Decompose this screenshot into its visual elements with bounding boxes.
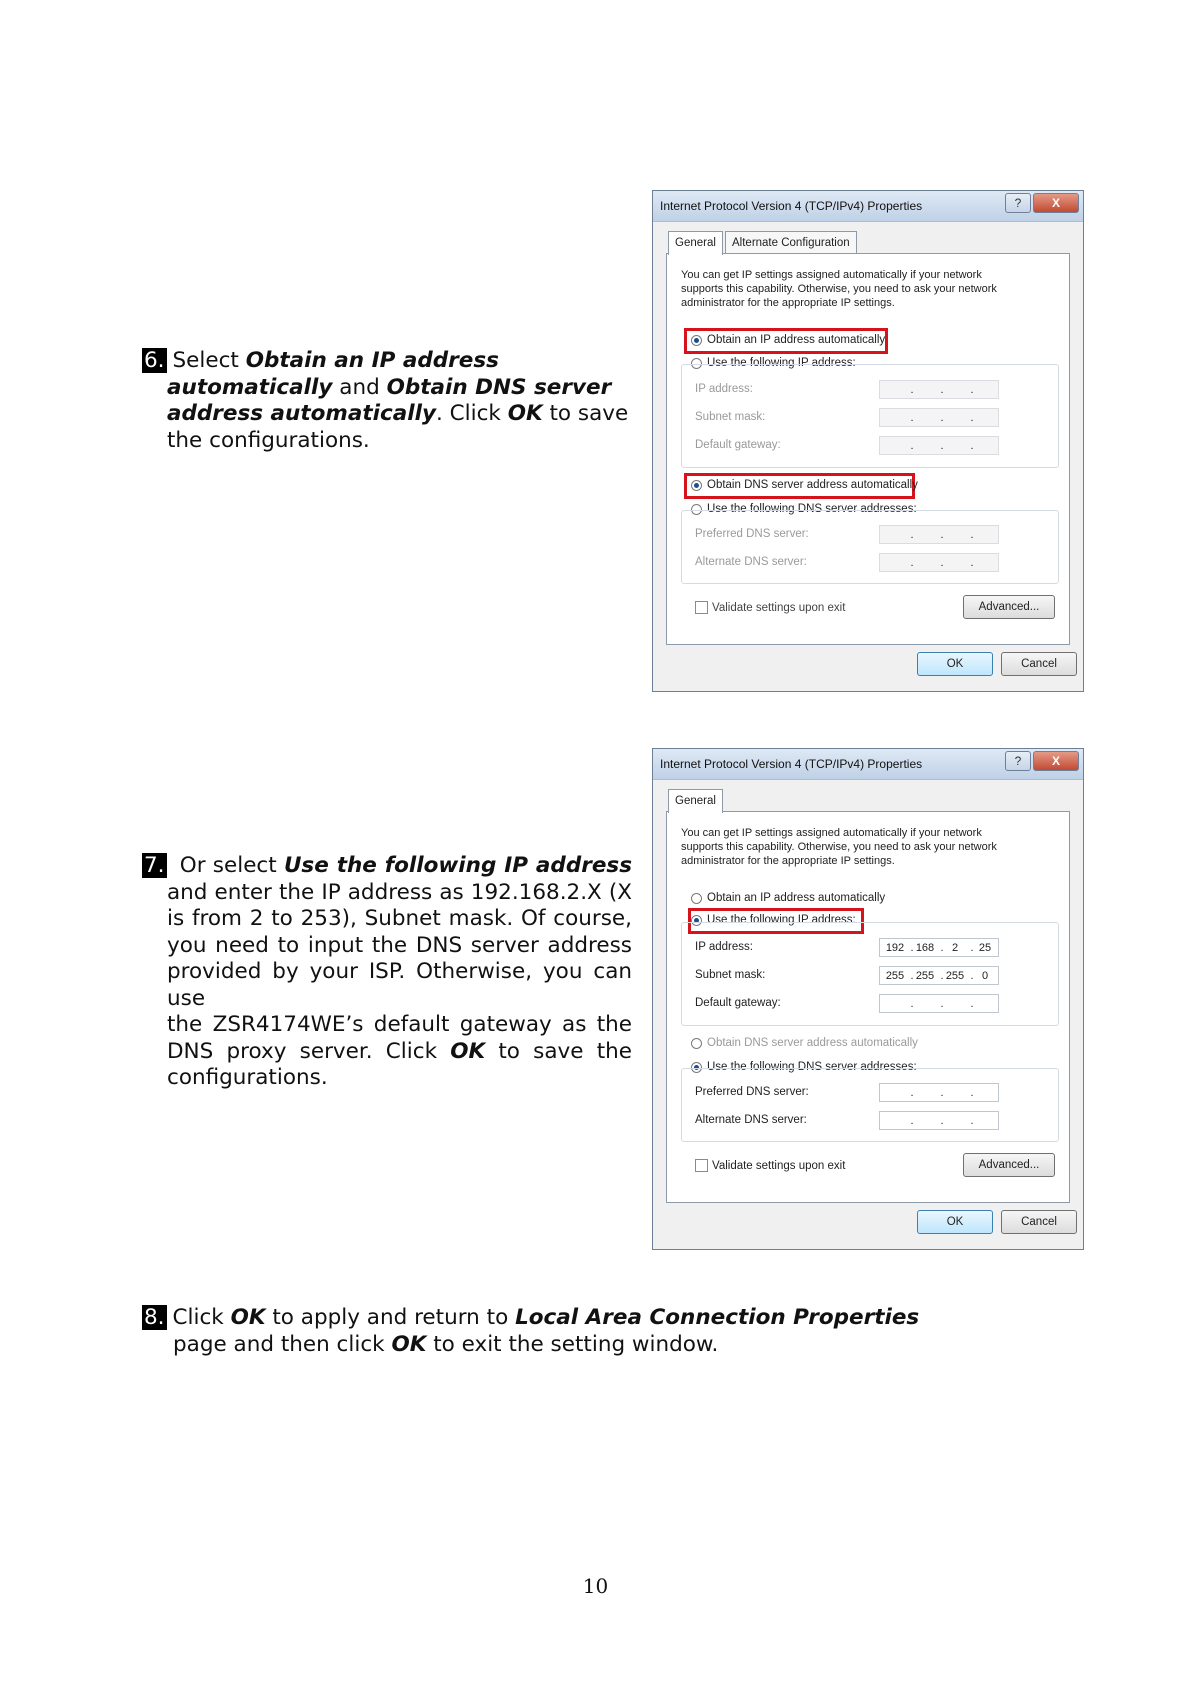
step-6-number: 6.	[144, 348, 165, 373]
checkbox-icon	[695, 601, 708, 614]
page-number: 10	[582, 1574, 609, 1598]
tab-panel	[666, 253, 1070, 645]
radio-unselected-icon	[691, 1038, 702, 1049]
radio-use-following-dns[interactable]: Use the following DNS server addresses:	[691, 503, 917, 515]
alternate-dns-label: Alternate DNS server:	[695, 556, 807, 568]
ip-address-input[interactable]: . . .	[879, 380, 999, 399]
preferred-dns-input[interactable]: . . .	[879, 1083, 999, 1102]
dns-group	[681, 510, 1059, 584]
ip-address-label: IP address:	[695, 383, 753, 395]
radio-unselected-icon	[691, 893, 702, 904]
radio-obtain-dns-auto[interactable]: Obtain DNS server address automatically	[691, 479, 918, 491]
title-bar	[653, 749, 1083, 780]
validate-checkbox[interactable]: Validate settings upon exit	[695, 601, 845, 614]
dialog-body	[666, 221, 1070, 683]
tab-general[interactable]: General	[668, 231, 723, 255]
title-bar	[653, 191, 1083, 222]
default-gateway-input[interactable]: . . .	[879, 994, 999, 1013]
ip-address-label: IP address:	[695, 941, 753, 953]
preferred-dns-label: Preferred DNS server:	[695, 1086, 809, 1098]
default-gateway-label: Default gateway:	[695, 997, 781, 1009]
checkbox-icon	[695, 1159, 708, 1172]
ok-button[interactable]: OK	[917, 1210, 993, 1234]
validate-checkbox[interactable]: Validate settings upon exit	[695, 1159, 845, 1172]
radio-selected-icon	[691, 335, 702, 346]
alternate-dns-input[interactable]: . . .	[879, 553, 999, 572]
tab-alternate-configuration[interactable]: Alternate Configuration	[725, 231, 857, 254]
radio-use-following-ip[interactable]: Use the following IP address:	[691, 914, 856, 926]
ip-address-input[interactable]: 192 . 168 . 2 . 25	[879, 938, 999, 957]
help-button[interactable]: ?	[1005, 751, 1031, 771]
tab-general[interactable]: General	[668, 789, 723, 813]
subnet-mask-label: Subnet mask:	[695, 411, 766, 423]
subnet-mask-label: Subnet mask:	[695, 969, 766, 981]
advanced-button[interactable]: Advanced...	[963, 1153, 1055, 1177]
subnet-mask-input[interactable]: . . .	[879, 408, 999, 427]
step-8-number: 8.	[144, 1305, 165, 1330]
ok-button[interactable]: OK	[917, 652, 993, 676]
alternate-dns-input[interactable]: . . .	[879, 1111, 999, 1130]
help-button[interactable]: ?	[1005, 193, 1031, 213]
tab-panel	[666, 811, 1070, 1203]
default-gateway-label: Default gateway:	[695, 439, 781, 451]
dialog-title: Internet Protocol Version 4 (TCP/IPv4) Properties	[660, 199, 923, 213]
preferred-dns-input[interactable]: . . .	[879, 525, 999, 544]
ipv4-properties-dialog-automatic	[652, 190, 1084, 692]
advanced-button[interactable]: Advanced...	[963, 595, 1055, 619]
dns-group	[681, 1068, 1059, 1142]
ipv4-properties-dialog-static	[652, 748, 1084, 1250]
radio-use-following-dns[interactable]: Use the following DNS server addresses:	[691, 1061, 917, 1073]
info-text: You can get IP settings assigned automatically if your network supports this capability. Otherwise, you need to ask your network administrator for the appropriate IP settings.	[681, 269, 997, 309]
cancel-button[interactable]: Cancel	[1001, 1210, 1077, 1234]
step-7-number: 7.	[144, 853, 165, 878]
default-gateway-input[interactable]: . . .	[879, 436, 999, 455]
step-7-text: 7. Or select Use the following IP address and enter the IP address as 192.168.2.X (X is from 2 to 253), Subnet mask. Of course, you need to input the DNS server address provided by your ISP. Otherwise, you can use the ZSR4174WE’s default gateway as the DNS proxy server. Click OK to save the configurations.	[144, 853, 632, 1090]
radio-use-following-ip[interactable]: Use the following IP address:	[691, 357, 856, 369]
info-text: You can get IP settings assigned automatically if your network supports this capability. Otherwise, you need to ask your network administrator for the appropriate IP settings.	[681, 827, 997, 867]
step-6-text: 6. Select Obtain an IP address automatically and Obtain DNS server address automatically. Click OK to save the configurations.	[144, 348, 629, 453]
close-button[interactable]: X	[1033, 193, 1079, 213]
dialog-body	[666, 779, 1070, 1241]
cancel-button[interactable]: Cancel	[1001, 652, 1077, 676]
step-8-text: 8. Click OK to apply and return to Local Area Connection Properties page and then click OK to exit the setting window.	[144, 1305, 920, 1357]
radio-selected-icon	[691, 480, 702, 491]
radio-obtain-ip-auto[interactable]: Obtain an IP address automatically	[691, 334, 885, 346]
subnet-mask-input[interactable]: 255 . 255 . 255 . 0	[879, 966, 999, 985]
radio-obtain-ip-auto[interactable]: Obtain an IP address automatically	[691, 892, 885, 904]
close-button[interactable]: X	[1033, 751, 1079, 771]
radio-obtain-dns-auto[interactable]: Obtain DNS server address automatically	[691, 1037, 918, 1049]
preferred-dns-label: Preferred DNS server:	[695, 528, 809, 540]
alternate-dns-label: Alternate DNS server:	[695, 1114, 807, 1126]
dialog-title: Internet Protocol Version 4 (TCP/IPv4) Properties	[660, 757, 923, 771]
